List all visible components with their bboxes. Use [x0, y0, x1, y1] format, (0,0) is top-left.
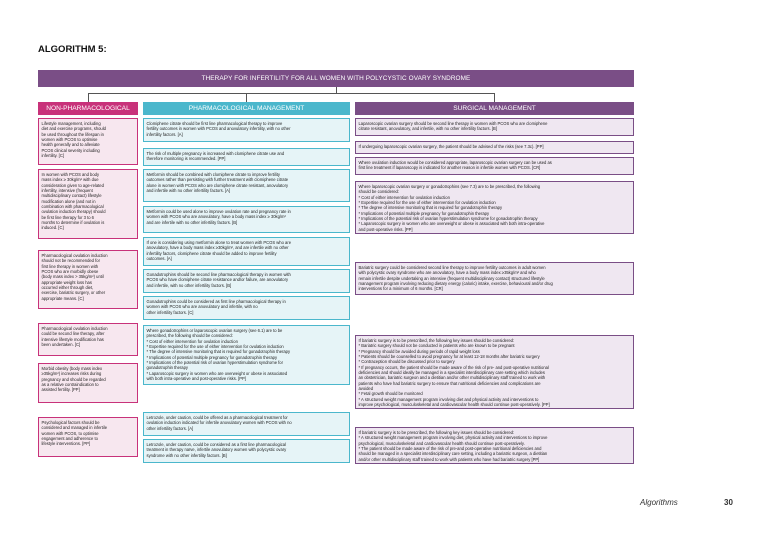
- surg-box-1: [355, 118, 634, 136]
- box-text-line: PCOS who are morbidly obese: [41, 269, 99, 275]
- header-non-pharmacological: NON-PHARMACOLOGICAL: [38, 102, 138, 115]
- box-text-line: with both intra-operative and post-operative risks. [PP]: [146, 376, 246, 382]
- box-text-line: exercise, bariatric surgery, or other: [41, 290, 106, 296]
- box-text-line: gonadotrophin therapy: [146, 365, 188, 371]
- box-text-line: Psychological factors should be: [41, 420, 100, 425]
- box-text-line: diet and exercise programs, should: [41, 126, 106, 132]
- pharm-box-1: [143, 118, 350, 142]
- connector-non-pharm: [88, 93, 89, 102]
- box-text-line: infertility factors. [A]: [146, 131, 183, 137]
- box-text-line: anovulatory, have a body mass index ≥30kg/m², and are infertile with no other: [146, 245, 289, 251]
- box-text-line: remain infertile despite undertaking an intensive (frequent multidisciplinary contact) structured lifestyle: [358, 275, 545, 281]
- box-text-line: intensive lifestyle modification has: [41, 336, 104, 342]
- box-text-line: appropriate weight loss has: [41, 279, 92, 285]
- algorithm-title: ALGORITHM 5:: [38, 44, 107, 55]
- box-text-line: ovulation induction indicated for infertile anovulatory women with PCOS with no: [146, 420, 292, 426]
- box-text-line: lifestyle interventions. [PP]: [41, 441, 91, 447]
- box-text-line: ≥35kg/m²) increases risks during: [41, 371, 102, 377]
- box-text-line: avoided: [358, 386, 374, 392]
- box-text-line: alone in women with PCOS who are clomiphene citrate resistant, anovulatory: [146, 182, 289, 188]
- box-text-line: psychological, musculoskeletal and cardiovascular health should continue post-operatively.: [358, 440, 525, 446]
- box-text-line: * The patient should be made aware of the risk of pre-and post-operative nutritional deficiencies and: [358, 446, 542, 452]
- box-text-line: engagement and adherence to: [41, 436, 98, 442]
- box-text-line: prescribed, the following should be considered:: [146, 333, 233, 339]
- box-text-line: * The degree of intensive monitoring that is required for gonadotrophin therapy: [358, 205, 503, 211]
- box-text-line: should be managed in a specialist interdisciplinary care setting, including a bariatric surgeon, a dietitian: [358, 451, 548, 457]
- box-text-line: pregnancy and should be regarded: [41, 376, 106, 382]
- box-text-line: * Cost of either intervention for ovulation induction: [146, 338, 238, 344]
- box-text-line: women with PCOS who are anovulatory, have a body mass index ≥ 30kg/m²: [146, 214, 286, 220]
- surg-box-5: [355, 262, 634, 295]
- box-text-line: * Implications of the potential risk of ovarian hyperstimulation syndrome for: [146, 360, 283, 366]
- box-text-line: * Contraception should be discussed prior to surgery: [358, 359, 455, 365]
- box-text-line: women with PCOS, to optimise: [41, 430, 99, 436]
- box-text-line: treatment in therapy naïve, infertile anovulatory women with polycystic ovary: [146, 447, 287, 453]
- box-text-line: * Cost of either intervention for ovulation induction: [358, 194, 450, 200]
- box-text-line: If bariatric surgery is to be prescribed, the following key issues should be considered:: [358, 338, 515, 343]
- connector-pharm: [246, 93, 247, 102]
- connector-horizontal: [88, 93, 494, 94]
- box-text-line: management program involving reducing dietary energy (caloric) intake, exercise, behavioural and/or drug: [358, 281, 553, 287]
- pharm-box-3: [143, 169, 350, 202]
- box-text-line: Pharmacological ovulation induction: [41, 326, 108, 331]
- box-text-line: Morbid obesity (body mass index: [41, 366, 103, 371]
- box-text-line: syndrome with no other infertility factors. [B]: [146, 452, 227, 458]
- box-text-line: In women with PCOS and body: [41, 172, 100, 177]
- box-text-line: * Expertise required for the use of either intervention for ovulation induction: [146, 344, 284, 350]
- box-text-line: and/or other multidisciplinary staff trained to work with patients who have had bariatric surgery [PP]: [358, 456, 540, 462]
- box-text-line: * A structured weight management program involving diet and physical activity and interventions to: [358, 396, 539, 402]
- box-text-line: should not be recommended for: [41, 258, 100, 264]
- box-text-line: combination with pharmacological: [41, 204, 104, 210]
- box-text-line: Gonadotrophins could be considered as first line pharmacological therapy in: [146, 299, 286, 304]
- box-text-line: * Pregnancy should be avoided during periods of rapid weight loss: [358, 348, 480, 354]
- box-text-line: interventions for a minimum of 6 months. [CR]: [358, 286, 443, 292]
- box-text-line: other infertility factors. [C]: [146, 309, 194, 315]
- surg-box-2: [355, 141, 634, 154]
- box-text-line: multidisciplinary contact) lifestyle: [41, 193, 102, 199]
- box-text-line: appropriate means. [C]: [41, 295, 84, 301]
- box-text-line: induced. [C]: [41, 225, 64, 231]
- header-surgical: SURGICAL MANAGEMENT: [355, 102, 634, 115]
- box-text-line: ovulation induction therapy) should: [41, 209, 106, 215]
- box-text-line: * Laparoscopic surgery in women who are overweight or obese is associated with both intra-operative: [358, 221, 545, 227]
- box-text-line: first line treatment if laparoscopy is indicated for another reason in infertile women with PCOS. [CR]: [358, 165, 541, 171]
- box-text-line: women with PCOS who are anovulatory and infertile, with no: [146, 304, 258, 310]
- box-text-line: * Patients should be counselled to avoid pregnancy for at least 12-18 months after bariatric surgery: [358, 354, 540, 360]
- non-pharm-box-6: [38, 417, 138, 457]
- box-text-line: mass index ≥ 30kg/m² with due: [41, 177, 99, 183]
- box-text-line: consideration given to age-related: [41, 182, 104, 188]
- box-text-line: Clomiphene citrate should be first line pharmacological therapy to improve: [146, 121, 283, 126]
- connector-banner: [336, 87, 337, 93]
- box-text-line: Bariatric surgery could be considered second line therapy to improve fertility outcomes in adult women: [358, 265, 546, 270]
- box-text-line: could be second line therapy, after: [41, 331, 105, 337]
- box-text-line: (body mass index > 35kg/m²) until: [41, 274, 104, 280]
- box-text-line: be used throughout the lifespan in: [41, 131, 104, 137]
- header-pharmacological: PHARMACOLOGICAL MANAGEMENT: [143, 102, 350, 115]
- box-text-line: considered and managed in infertile: [41, 425, 108, 431]
- non-pharm-box-3: [38, 250, 138, 309]
- box-text-line: PCOS clinical severity including: [41, 147, 100, 153]
- box-text-line: citrate resistant, anovulatory, and infertile, with no other infertility factors. [B]: [358, 126, 497, 132]
- box-text-line: and post-operative risks. [PP]: [358, 226, 413, 232]
- connector-surgical: [494, 93, 495, 102]
- box-text-line: * Fetal growth should be monitored: [358, 391, 423, 397]
- box-text-line: therefore monitoring is recommended. [PP]: [146, 156, 226, 162]
- page-number: 30: [724, 498, 733, 507]
- non-pharm-box-4: [38, 323, 138, 356]
- non-pharm-box-5: [38, 363, 138, 403]
- box-text-line: Where ovulation induction would be considered appropriate, laparoscopic ovarian surgery can be used as: [358, 160, 552, 165]
- box-text-line: * If pregnancy occurs, the patient should be made aware of the risk of pre- and post-operative nutritional: [358, 364, 549, 370]
- box-text-line: Metformin could be used alone to improve ovulation rate and pregnancy rate in: [146, 209, 291, 214]
- box-text-line: infertility factors, clomiphene citrate should be added to improve fertility: [146, 250, 277, 256]
- box-text-line: patients who have had bariatric surgery to ensure that nutritional deficiencies and complications are: [358, 380, 541, 386]
- box-text-line: with polycystic ovary syndrome who are anovulatory, have a body mass index ≥35kg/m² and who: [358, 270, 536, 276]
- box-text-line: PCOS who have clomiphene citrate resistance and/or failure, are anovulatory: [146, 277, 289, 283]
- box-text-line: * Bariatric surgery should not be conducted in patients who are known to be pregnant: [358, 343, 515, 349]
- surg-box-6: [355, 335, 634, 409]
- box-text-line: If bariatric surgery is to be prescribed, the following key issues should be considered:: [358, 430, 515, 435]
- box-text-line: months to determine if ovulation is: [41, 220, 105, 226]
- box-text-line: Letrozole, under caution, could be offered as a pharmacological treatment for: [146, 415, 288, 420]
- box-text-line: fertility outcomes in women with PCOS and anovulatory infertility, with no other: [146, 126, 291, 132]
- box-text-line: infertility, intensive (frequent: [41, 188, 93, 194]
- box-text-line: be first line therapy for 3 to 6: [41, 214, 94, 220]
- non-pharm-box-2: [38, 169, 138, 239]
- box-text-line: outcomes. [A]: [146, 256, 172, 262]
- box-text-line: Gonadotrophins should be second line pharmacological therapy in women with: [146, 272, 291, 277]
- box-text-line: should be considered:: [358, 189, 400, 195]
- box-text-line: If undergoing laparoscopic ovarian surgery, the patient should be advised of the risks (see 7.3c). [PP]: [358, 144, 544, 149]
- box-text-line: * Implications of potential multiple pregnancy for gonadotrophin therapy: [358, 210, 490, 216]
- box-text-line: other infertility factors. [A]: [146, 425, 194, 431]
- pharm-box-8: [143, 325, 350, 385]
- pharm-box-10: [143, 439, 350, 463]
- box-text-line: infertility. [C]: [41, 153, 64, 159]
- box-text-line: and are infertile with no other infertility factors. [B]: [146, 219, 238, 225]
- surg-box-7: [355, 427, 634, 464]
- pharm-box-5: [143, 237, 350, 266]
- top-banner: THERAPY FOR INFERTILITY FOR ALL WOMEN WITH POLYCYSTIC OVARY SYNDROME: [38, 70, 634, 87]
- box-text-line: * Laparoscopic surgery in women who are overweight or obese is associated: [146, 370, 288, 376]
- surg-box-3: [355, 157, 634, 175]
- box-text-line: * The degree of intensive monitoring that is required for gonadotrophin therapy: [146, 349, 291, 355]
- box-text-line: Where laparoscopic ovarian surgery or gonadotrophins (see 7.3) are to be prescribed, the following: [358, 184, 541, 189]
- pharm-box-4: [143, 206, 350, 233]
- box-text-line: Letrozole, under caution, could be considered as a first line pharmacological: [146, 442, 286, 447]
- surg-box-4: [355, 181, 634, 234]
- box-text-line: Pharmacological ovulation induction: [41, 253, 108, 258]
- box-text-line: * Implications of potential multiple pregnancy for gonadotrophin therapy: [146, 354, 278, 360]
- box-text-line: and infertile, with no other infertility factors. [B]: [146, 282, 232, 288]
- footer-label: Algorithms: [640, 498, 678, 507]
- box-text-line: as a relative contraindication to: [41, 382, 99, 388]
- box-text-line: If one is considering using metformin alone to treat women with PCOS who are: [146, 240, 292, 245]
- box-text-line: outcomes rather than persisting with further treatment with clomiphene citrate: [146, 177, 289, 183]
- box-text-line: occurred either through diet,: [41, 285, 94, 291]
- box-text-line: * A structured weight management program involving diet, physical activity and interventions to improve: [358, 435, 548, 441]
- box-text-line: modification alone (and not in: [41, 198, 96, 204]
- box-text-line: * Expertise required for the use of either intervention for ovulation induction: [358, 200, 496, 206]
- box-text-line: an obstetrician, bariatric surgeon and a dietitian and/or other multidisciplinary staff trained to work with: [358, 375, 546, 381]
- pharm-box-6: [143, 269, 350, 293]
- box-text-line: women with PCOS to optimise: [41, 137, 98, 143]
- box-text-line: assisted fertility. [PP]: [41, 387, 80, 393]
- box-text-line: improve psychological, musculoskeletal and cardiovascular health should continue post-operatively. [PP]: [358, 402, 550, 408]
- non-pharm-box-1: [38, 118, 138, 165]
- box-text-line: been undertaken. [C]: [41, 342, 81, 348]
- box-text-line: Lifestyle management, including: [41, 121, 101, 126]
- box-text-line: and infertile with no other infertility factors. [A]: [146, 188, 231, 194]
- box-text-line: health generally and to alleviate: [41, 142, 100, 148]
- pharm-box-9: [143, 412, 350, 436]
- pharm-box-7: [143, 296, 350, 320]
- box-text-line: Laparoscopic ovarian surgery should be second line therapy in women with PCOS who are clomiphene: [358, 121, 548, 126]
- box-text-line: Metformin should be combined with clomiphene citrate to improve fertility: [146, 172, 280, 177]
- box-text-line: deficiencies and should ideally be managed in a specialist interdisciplinary care setting which includes: [358, 370, 545, 376]
- box-text-line: Where gonadotrophins or laparoscopic ovarian surgery (see 6.1) are to be: [146, 328, 283, 333]
- box-text-line: The risk of multiple pregnancy is increased with clomiphene citrate use and: [146, 151, 285, 156]
- box-text-line: * Implications of the potential risk of ovarian hyperstimulation syndrome for gonadotrophin therapy: [358, 216, 538, 222]
- pharm-box-2: [143, 148, 350, 166]
- box-text-line: first line therapy in women with: [41, 263, 99, 269]
